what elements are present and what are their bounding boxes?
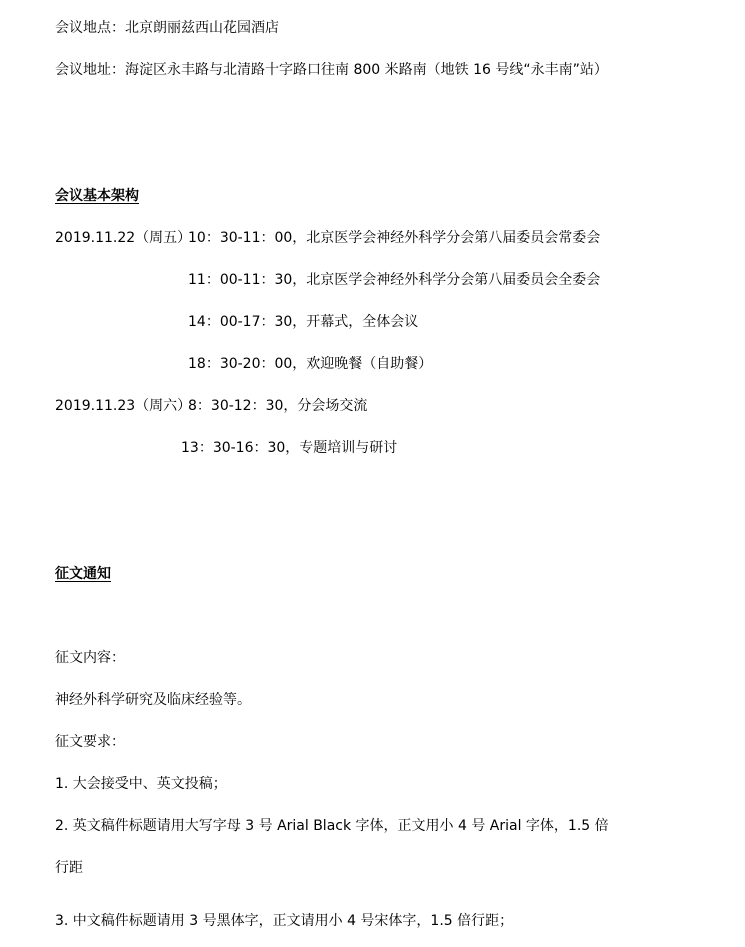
requirement-2: 2. 英文稿件标题请用大写字母 3 号 Arial Black 字体，正文用小 4 号 Arial 字体，1.5 倍 bbox=[55, 818, 609, 834]
schedule-date: 2019.11.22（周五） bbox=[55, 230, 192, 246]
schedule-item: 11：00-11：30，北京医学会神经外科学分会第八届委员会全委会 bbox=[188, 272, 601, 288]
venue-address: 会议地址：海淀区永丰路与北清路十字路口往南 800 米路南（地铁 16 号线“永丰南”站） bbox=[55, 62, 608, 78]
venue-location: 会议地点：北京朗丽兹西山花园酒店 bbox=[55, 20, 279, 36]
schedule-item: 10：30-11：00，北京医学会神经外科学分会第八届委员会常委会 bbox=[188, 230, 601, 246]
schedule-item: 13：30-16：30，专题培训与研讨 bbox=[181, 440, 398, 456]
schedule-date: 2019.11.23（周六） bbox=[55, 398, 192, 414]
content-text: 神经外科学研究及临床经验等。 bbox=[55, 692, 251, 708]
requirement-3: 3. 中文稿件标题请用 3 号黑体字，正文请用小 4 号宋体字，1.5 倍行距； bbox=[55, 913, 514, 929]
content-label: 征文内容： bbox=[55, 650, 125, 666]
requirement-2-continued: 行距 bbox=[55, 860, 83, 876]
structure-heading: 会议基本架构 bbox=[55, 188, 139, 204]
schedule-item: 8：30-12：30，分会场交流 bbox=[188, 398, 368, 414]
schedule-item: 14：00-17：30，开幕式，全体会议 bbox=[188, 314, 419, 330]
schedule-item: 18：30-20：00，欢迎晚餐（自助餐） bbox=[188, 356, 433, 372]
requirement-1: 1. 大会接受中、英文投稿； bbox=[55, 776, 227, 792]
requirements-label: 征文要求： bbox=[55, 734, 125, 750]
call-for-papers-heading: 征文通知 bbox=[55, 566, 111, 582]
